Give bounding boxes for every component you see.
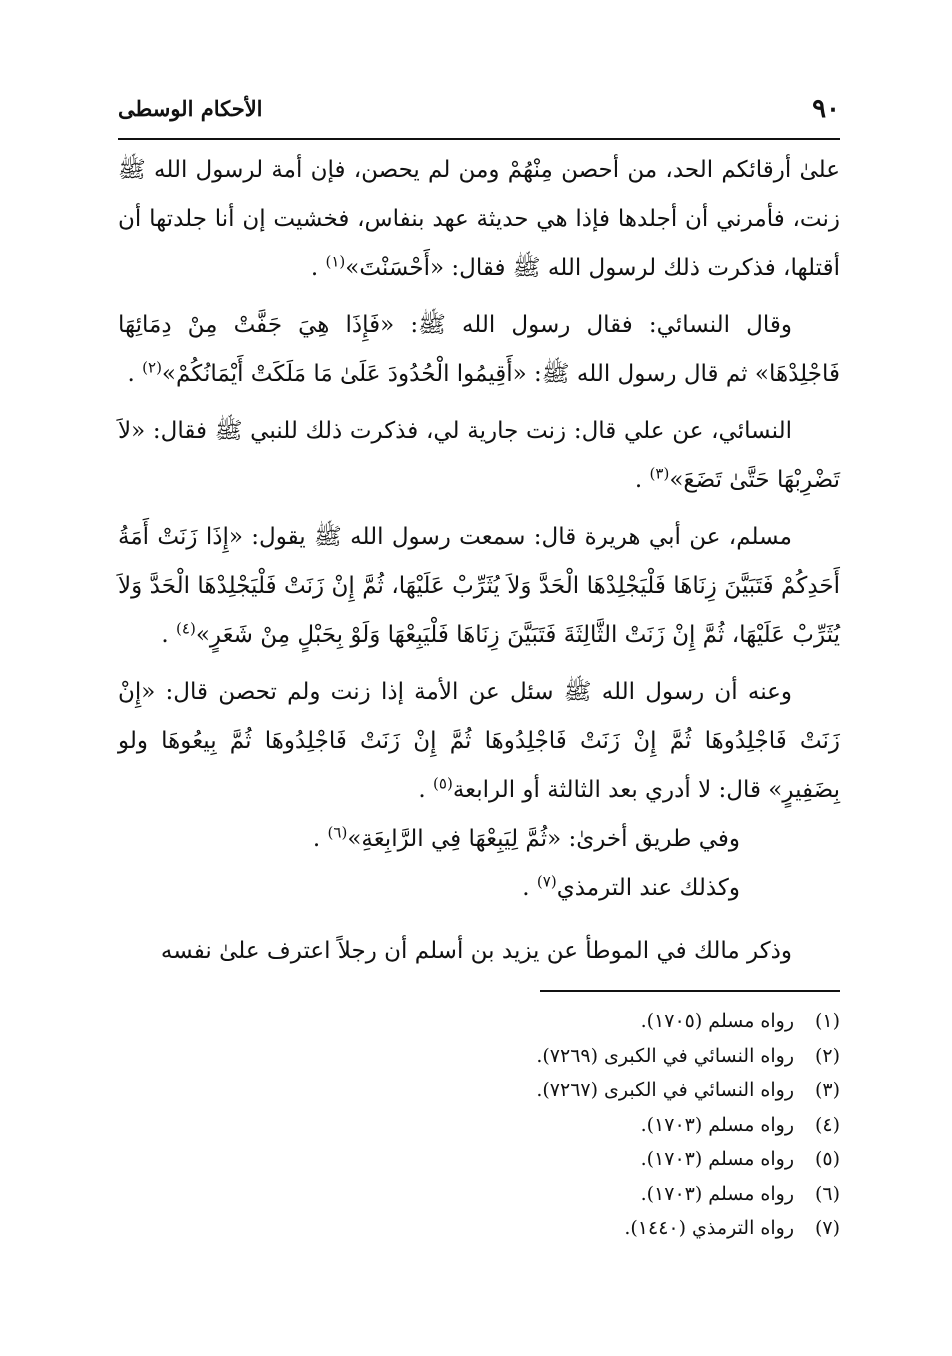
running-title: الأحكام الوسطى: [118, 96, 263, 121]
paragraph-tail: .: [127, 361, 135, 387]
paragraph-3: [118, 407, 840, 505]
paragraph-tail: .: [634, 467, 643, 493]
footnote-number: (٤): [814, 1113, 840, 1136]
footnote-text: رواه مسلم (١٧٠٣).: [640, 1113, 794, 1136]
footnote-text: رواه مسلم (١٧٠٣).: [640, 1182, 794, 1205]
footnote-text: رواه مسلم (١٧٠٣).: [640, 1148, 794, 1170]
footnote-ref-3: (٣): [649, 464, 670, 483]
paragraph-tail: .: [418, 777, 426, 803]
paragraph-text: مسلم، عن أبي هريرة قال: سمعت رسول الله ﷺ يقول: «إِذَا زَنَتْ أَمَةُ أَحَدِكُمْ فَتَبَيَّنَ زِنَاهَا فَلْيَجْلِدْهَا الْحَدَّ وَلاَ يُثَرِّبْ عَلَيْهَا، ثُمَّ إِنْ زَنَتْ فَلْيَجْلِدْهَا الْحَدَّ وَلاَ يُثَرِّبْ عَلَيْهَا، ثُمَّ إِنْ زَنَتْ الثَّالِثَةَ فَتَبَيَّنَ زِنَاهَا فَلْيَبِعْهَا وَلَوْ بِحَبْلٍ مِنْ شَعَرٍ»: [118, 524, 840, 648]
footnotes: [118, 1004, 840, 1246]
footnote-number: (٢): [814, 1044, 840, 1067]
paragraph-text: وذكر مالك في الموطأ عن يزيد بن أسلم أن رجلاً اعترف علىٰ نفسه: [160, 938, 792, 964]
footnote-text: رواه النسائي في الكبرى (٧٢٦٩).: [536, 1044, 794, 1067]
footnote-text: رواه النسائي في الكبرى (٧٢٦٧).: [536, 1079, 794, 1101]
paragraph-1: [118, 146, 840, 293]
footnote-ref-4: (٤): [176, 619, 196, 638]
paragraph-text: علىٰ أرقائكم الحد، من أحصن مِنْهُمْ ومن لم يحصن، فإن أمة لرسول الله ﷺ زنت، فأمرني أن أجلدها فإذا هي حديثة عهد بنفاس، فخشيت إن أنا جلدتها أن أقتلها، فذكرت ذلك لرسول الله ﷺ فقال: «أَحْسَنْتَ»: [118, 157, 840, 281]
footnote-number: (١): [814, 1010, 840, 1032]
footnote-ref-5: (٥): [433, 774, 453, 793]
footnote-ref-7: (٧): [536, 872, 557, 891]
footnote-rule: [540, 990, 840, 992]
paragraph-6: [118, 815, 840, 864]
footnote: [118, 1039, 840, 1074]
footnote: [118, 1177, 840, 1212]
paragraph-tail: .: [522, 875, 530, 901]
footnote-number: (٣): [814, 1079, 840, 1101]
page-number: ٩٠: [812, 94, 840, 124]
footnote-ref-2: (٢): [142, 358, 162, 377]
footnote-ref-6: (٦): [327, 823, 348, 842]
paragraph-2: [118, 301, 840, 399]
header-rule: [118, 138, 840, 140]
paragraph-text: النسائي، عن علي قال: زنت جارية لي، فذكرت ذلك للنبي ﷺ فقال: «لاَ تَضْرِبْهَا حَتَّىٰ تَضَعَ»: [118, 418, 840, 493]
paragraph-text: وعنه أن رسول الله ﷺ سئل عن الأمة إذا زنت ولم تحصن قال: «إِنْ زَنَتْ فَاجْلِدُوهَا ثُمَّ إِنْ زَنَتْ فَاجْلِدُوهَا ثُمَّ إِنْ زَنَتْ فَاجْلِدُوهَا ثُمَّ بِيعُوهَا ولو بِضَفِيرٍ» قال: لا أدري بعد الثالثة أو الرابعة: [118, 679, 840, 803]
footnote-text: رواه مسلم (١٧٠٥).: [640, 1010, 794, 1032]
footnote-text: رواه الترمذي (١٤٤٠).: [624, 1217, 794, 1239]
footnote: [118, 1142, 840, 1177]
footnote-ref-1: (١): [325, 252, 346, 271]
paragraph-text: وكذلك عند الترمذي: [556, 875, 740, 901]
footnote: [118, 1004, 840, 1039]
paragraph-7: [118, 864, 840, 913]
footnote-number: (٥): [814, 1148, 840, 1170]
paragraph-tail: .: [310, 255, 319, 281]
footnote: [118, 1073, 840, 1108]
footnote-number: (٦): [814, 1182, 840, 1205]
footnote: [118, 1108, 840, 1143]
footnote: [118, 1211, 840, 1246]
paragraph-tail: .: [312, 826, 321, 852]
paragraph-tail: .: [161, 622, 169, 648]
paragraph-5: [118, 668, 840, 815]
paragraph-4: [118, 513, 840, 660]
paragraph-text: وفي طريق أخرىٰ: «ثُمَّ لِيَبِعْهَا فِي الرَّابِعَةِ»: [347, 826, 740, 852]
paragraph-text: وقال النسائي: فقال رسول الله ﷺ: «فَإِذَا هِيَ جَفَّتْ مِنْ دِمَائِهَا فَاجْلِدْهَا» ثم قال رسول الله ﷺ: «أَقِيمُوا الْحُدُودَ عَلَىٰ مَا مَلَكَتْ أَيْمَانُكُمْ»: [118, 312, 840, 387]
footnote-number: (٧): [814, 1217, 840, 1239]
paragraph-8: [118, 927, 840, 976]
main-text: [118, 146, 840, 984]
page-header: [118, 94, 840, 134]
